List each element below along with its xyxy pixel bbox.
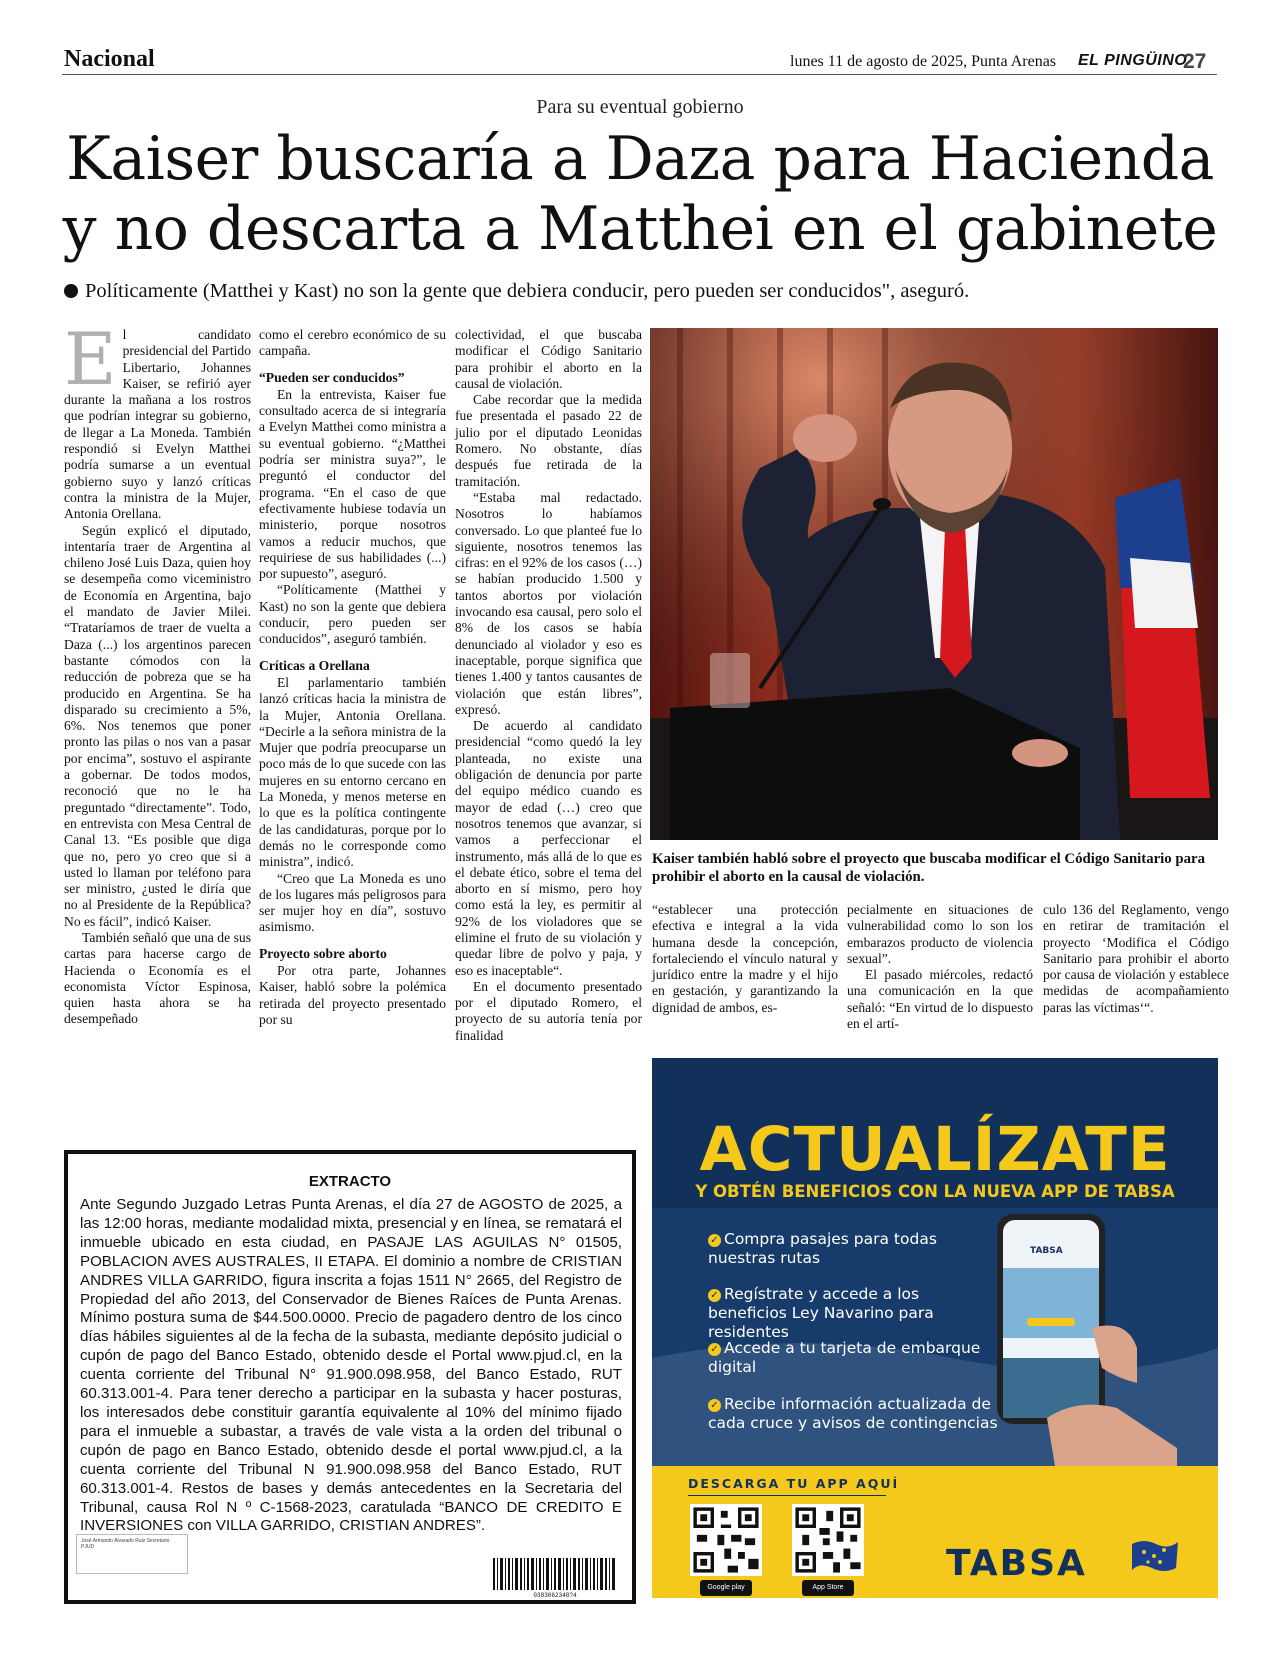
ad-benefit-text: Regístrate y accede a los beneficios Ley Navarino para residentes [708,1285,934,1341]
paragraph: “Creo que La Moneda es uno de los lugares más peligrosos para ser mujer hoy en día”, sostuvo asimismo. [259,870,446,935]
legal-notice-body: Ante Segundo Juzgado Letras Punta Arenas, el día 27 de AGOSTO de 2025, a las 12:00 horas, mediante modalidad mixta, presencial y en línea, se rematará el inmueble ubicado en esta ciudad, en PASAJE LAS AGUILAS N° 01505, POBLACION AVES AUSTRALES, II ETAPA. El dominio a nombre de CRISTIAN ANDRES VILLA GARRIDO, figura inscrita a fojas 1511 N° 2665, del Registro de Propiedad del año 2013, del Conservador de Bienes Raíces de Punta Arenas. Mínimo postura suma de $44.500.0000. Precio de pagadero dentro de los cinco días hábiles siguientes al de la fecha de la subasta, mediante depósito judicial o cupón de pago del Banco Estado, obtenido desde el Portal www.pjud.cl, en la cuenta corriente del Tribunal N° 91.900.098.958, del Banco Estado, RUT 60.313.001-4. Para tener derecho a participar en la subasta y hacer posturas, los interesados debe constituir garantía equivalente al 10% del mínimo fijado para el inmueble a subastar, a través de vale vista a la orden del tribunal o cupón de pago en Banco Estado, obtenido desde el portal www.pjud.cl, a la cuenta corriente del Tribunal N 91.900.098.958 del Banco Estado, RUT 60.313.001-4. Restos de bases y demás antecedentes en la Secretaria del Tribunal, causa Rol N º C-1568-2023, caratulada “BANCO DE CREDITO E INVERSIONES con VILLA GARRIDO, CRISTIAN ANDRES”. [80,1196,622,1535]
article-headline [60,124,1220,264]
ad-benefit-text: Accede a tu tarjeta de embarque digital [708,1339,981,1376]
paragraph: pecialmente en situaciones de vulnerabilidad como lo son los embarazos producto de violencia sexual”. [847,902,1033,966]
article-lead [64,280,1224,303]
check-icon: ✓ [708,1399,721,1412]
page-number: 27 [1183,50,1207,73]
phone-mockup-icon [987,1208,1187,1478]
section-label: Nacional [64,46,155,72]
phone-screen-brand: TABSA [1030,1246,1063,1256]
issue-date: lunes 11 de agosto de 2025, Punta Arenas [790,53,1057,70]
article-kicker: Para su eventual gobierno [536,96,744,118]
barcode-number: 0383062348?4 [533,1592,577,1599]
signature-stamp [76,1534,188,1574]
app-store-badge[interactable]: App Store [802,1580,854,1596]
article-column-3 [455,327,642,1044]
article-column-5 [847,902,1033,1032]
tabsa-logo: TABSA [946,1543,1087,1584]
speaker-photo-illustration [650,328,1218,840]
ad-title: ACTUALÍZATE [699,1114,1171,1185]
paragraph: culo 136 del Reglamento, vengo en retirar de tramitación el proyecto ‘Modifica el Código Sanitario para prohibir el aborto por causa de violación y establece medidas de acompañamiento paras las víctimas‘“. [1043,902,1229,1015]
ad-subtitle: Y OBTÉN BENEFICIOS CON LA NUEVA APP DE TABSA [695,1182,1175,1201]
article-column-6 [1043,902,1229,1016]
paragraph: “establecer una protección efectiva e integral a la vida humana desde la concepción, fortaleciendo el vínculo natural y jurídico entre la madre y el hijo en gestación, y garantizando la dignidad de ambos, es- [652,902,838,1015]
stamp-text: José Armando Alvarado Ruiz Secretario PJUD [81,1538,170,1550]
ad-benefit-item [708,1285,998,1342]
paragraph: En el documento presentado por el diputado Romero, el proyecto de su autoría tenía por finalidad [455,978,642,1043]
paragraph: De acuerdo al candidato presidencial “como quedó la ley planteada, no existe una obligación de denuncia por parte del equipo médico cuando es mayor de edad (…) creo que nosotros tenemos que avanzar, si vamos a perfeccionar el instrumento, más allá de lo que es el debate ético, sobre el tema del aborto en sí mismo, pero hoy como está la ley, es permitir al 92% de los violadores que se elimine el fruto de su violación y quedar libre de polvo y paja, y eso es inaceptable“. [455,718,642,978]
drop-cap: E [64,317,117,401]
masthead-brand: EL PINGÜINO [1078,52,1188,69]
article-column-2 [259,327,446,1028]
paragraph: El pasado miércoles, redactó una comunicación en la que señaló: “En virtud de lo dispuesto en el artí- [847,967,1033,1032]
paragraph: También señaló que una de sus cartas para hacerse cargo de Hacienda o Economía es el economista Víctor Espinosa, quien hasta ahora se ha desempeñado [64,929,251,1027]
ad-download-label: DESCARGA TU APP AQUÍ [688,1476,900,1491]
paragraph: l candidato presidencial del Partido Libertario, Johannes Kaiser, se refirió ayer durante la mañana a los rostros que podrían integrar su gobierno, de llegar a La Moneda. También respondió si Evelyn Matthei podría sumarse a un eventual gobierno suyo y lanzó críticas contra la ministra de la Mujer, Antonia Orellana. [64,327,251,522]
ad-benefit-text: Recibe información actualizada de cada cruce y avisos de contingencias [708,1395,998,1432]
bullet-icon [64,284,78,298]
lead-text: Políticamente (Matthei y Kast) no son la gente que debiera conducir, pero pueden ser conducidos", aseguró. [85,280,970,302]
paragraph: En la entrevista, Kaiser fue consultado acerca de si integraría a Evelyn Matthei como ministra a su eventual gobierno. “¿Matthei podría ser ministra suya?”, le preguntó el conductor del programa. “En el caso de que efectivamente hubiese todavía un ministerio, porque nosotros vamos a reducir muchos, que requiriese de sus habilidades (...) por supuesto”, aseguró. [259,386,446,582]
tabsa-advertisement[interactable] [652,1058,1218,1598]
article-photo [650,328,1218,840]
article-column-1 [64,317,251,1028]
paragraph: como el cerebro económico de su campaña. [259,327,446,359]
google-play-badge[interactable]: Google play [700,1580,752,1596]
paragraph: Por otra parte, Johannes Kaiser, habló sobre la polémica retirada del proyecto presentado por su [259,962,446,1027]
ad-benefit-text: Compra pasajes para todas nuestras rutas [708,1230,937,1267]
headline-line-2: y no descarta a Matthei en el gabinete [62,194,1218,264]
ad-benefit-item [708,1230,998,1268]
qr-code-icon[interactable] [690,1504,762,1576]
subheading: Críticas a Orellana [259,657,370,673]
flag-logo-icon [1130,1536,1180,1576]
subheading: “Pueden ser conducidos” [259,369,405,385]
divider [688,1495,886,1496]
paragraph: Cabe recordar que la medida fue presentada el pasado 22 de julio por el diputado Leonidas Romero. No obstante, días después fue retirada de la tramitación. [455,392,642,489]
check-icon: ✓ [708,1343,721,1356]
ad-benefit-item [708,1395,998,1433]
paragraph: colectividad, el que buscaba modificar el Código Sanitario para prohibir el aborto en la causal de violación. [455,327,642,391]
qr-code-icon[interactable] [792,1504,864,1576]
legal-notice-title: EXTRACTO [308,1173,392,1190]
check-icon: ✓ [708,1289,721,1302]
check-icon: ✓ [708,1234,721,1247]
article-column-4 [652,902,838,1016]
paragraph: “Estaba mal redactado. Nosotros lo habíamos conversado. Lo que planteé fue lo siguiente, nosotros tenemos las cifras: en el 92% de los casos (…) se habían producido 1.500 y tantos abortos por violación invocando esa causal, pero solo el 8% de los casos se había denunciado al violador y eso es inaceptable, porque significa que tienes 1.400 y tantos causantes de violación que están libres”, expresó. [455,489,642,717]
legal-notice-box [64,1150,636,1604]
photo-caption: Kaiser también habló sobre el proyecto que buscaba modificar el Código Sanitario para prohibir el aborto en la causal de violación. [652,851,1205,885]
paragraph: El parlamentario también lanzó críticas hacia la ministra de la Mujer, Antonia Orellana. “Decirle a la señora ministra de la Mujer que podría preocuparse un poco más de lo que sucede con las mujeres en su entorno cercano en La Moneda, y menos meterse en lo que es la política contingente de las candidaturas, porque por lo demás no le corresponde como ministra”, indicó. [259,674,446,870]
ad-benefit-item [708,1339,998,1377]
barcode-icon [493,1558,617,1590]
subheading: Proyecto sobre aborto [259,945,387,961]
headline-line-1: Kaiser buscaría a Daza para Hacienda [66,124,1214,194]
paragraph: Según explicó el diputado, intentaría traer de Argentina al chileno José Luis Daza, quien hoy se desempeña como viceministro de Economía en Argentina, bajo el mandato de Javier Milei. “Trataríamos de traer de vuelta a Daza (...) los argentinos parecen bastante cómodos con la reducción de pobreza que se ha producido en Argentina. Se ha disparado su crecimiento a 5%, 6%. Nos tenemos que poner pronto las pilas o nos van a pasar por encima”, sostuvo el aspirante a gobernar. De todos modos, reconoció que no le ha preguntado “directamente”. Todo, en entrevista con Mesa Central de Canal 13. “Es posible que diga que no, pero yo creo que si a usted lo llaman por teléfono para ser ministro, ¿usted le diría que no al Presidente de la República? No es fácil”, indicó Kaiser. [64,522,251,929]
paragraph: “Políticamente (Matthei y Kast) no son la gente que debiera conducir, pero pueden ser conducidos”, aseguró también. [259,582,446,647]
header-rule [62,74,1217,75]
